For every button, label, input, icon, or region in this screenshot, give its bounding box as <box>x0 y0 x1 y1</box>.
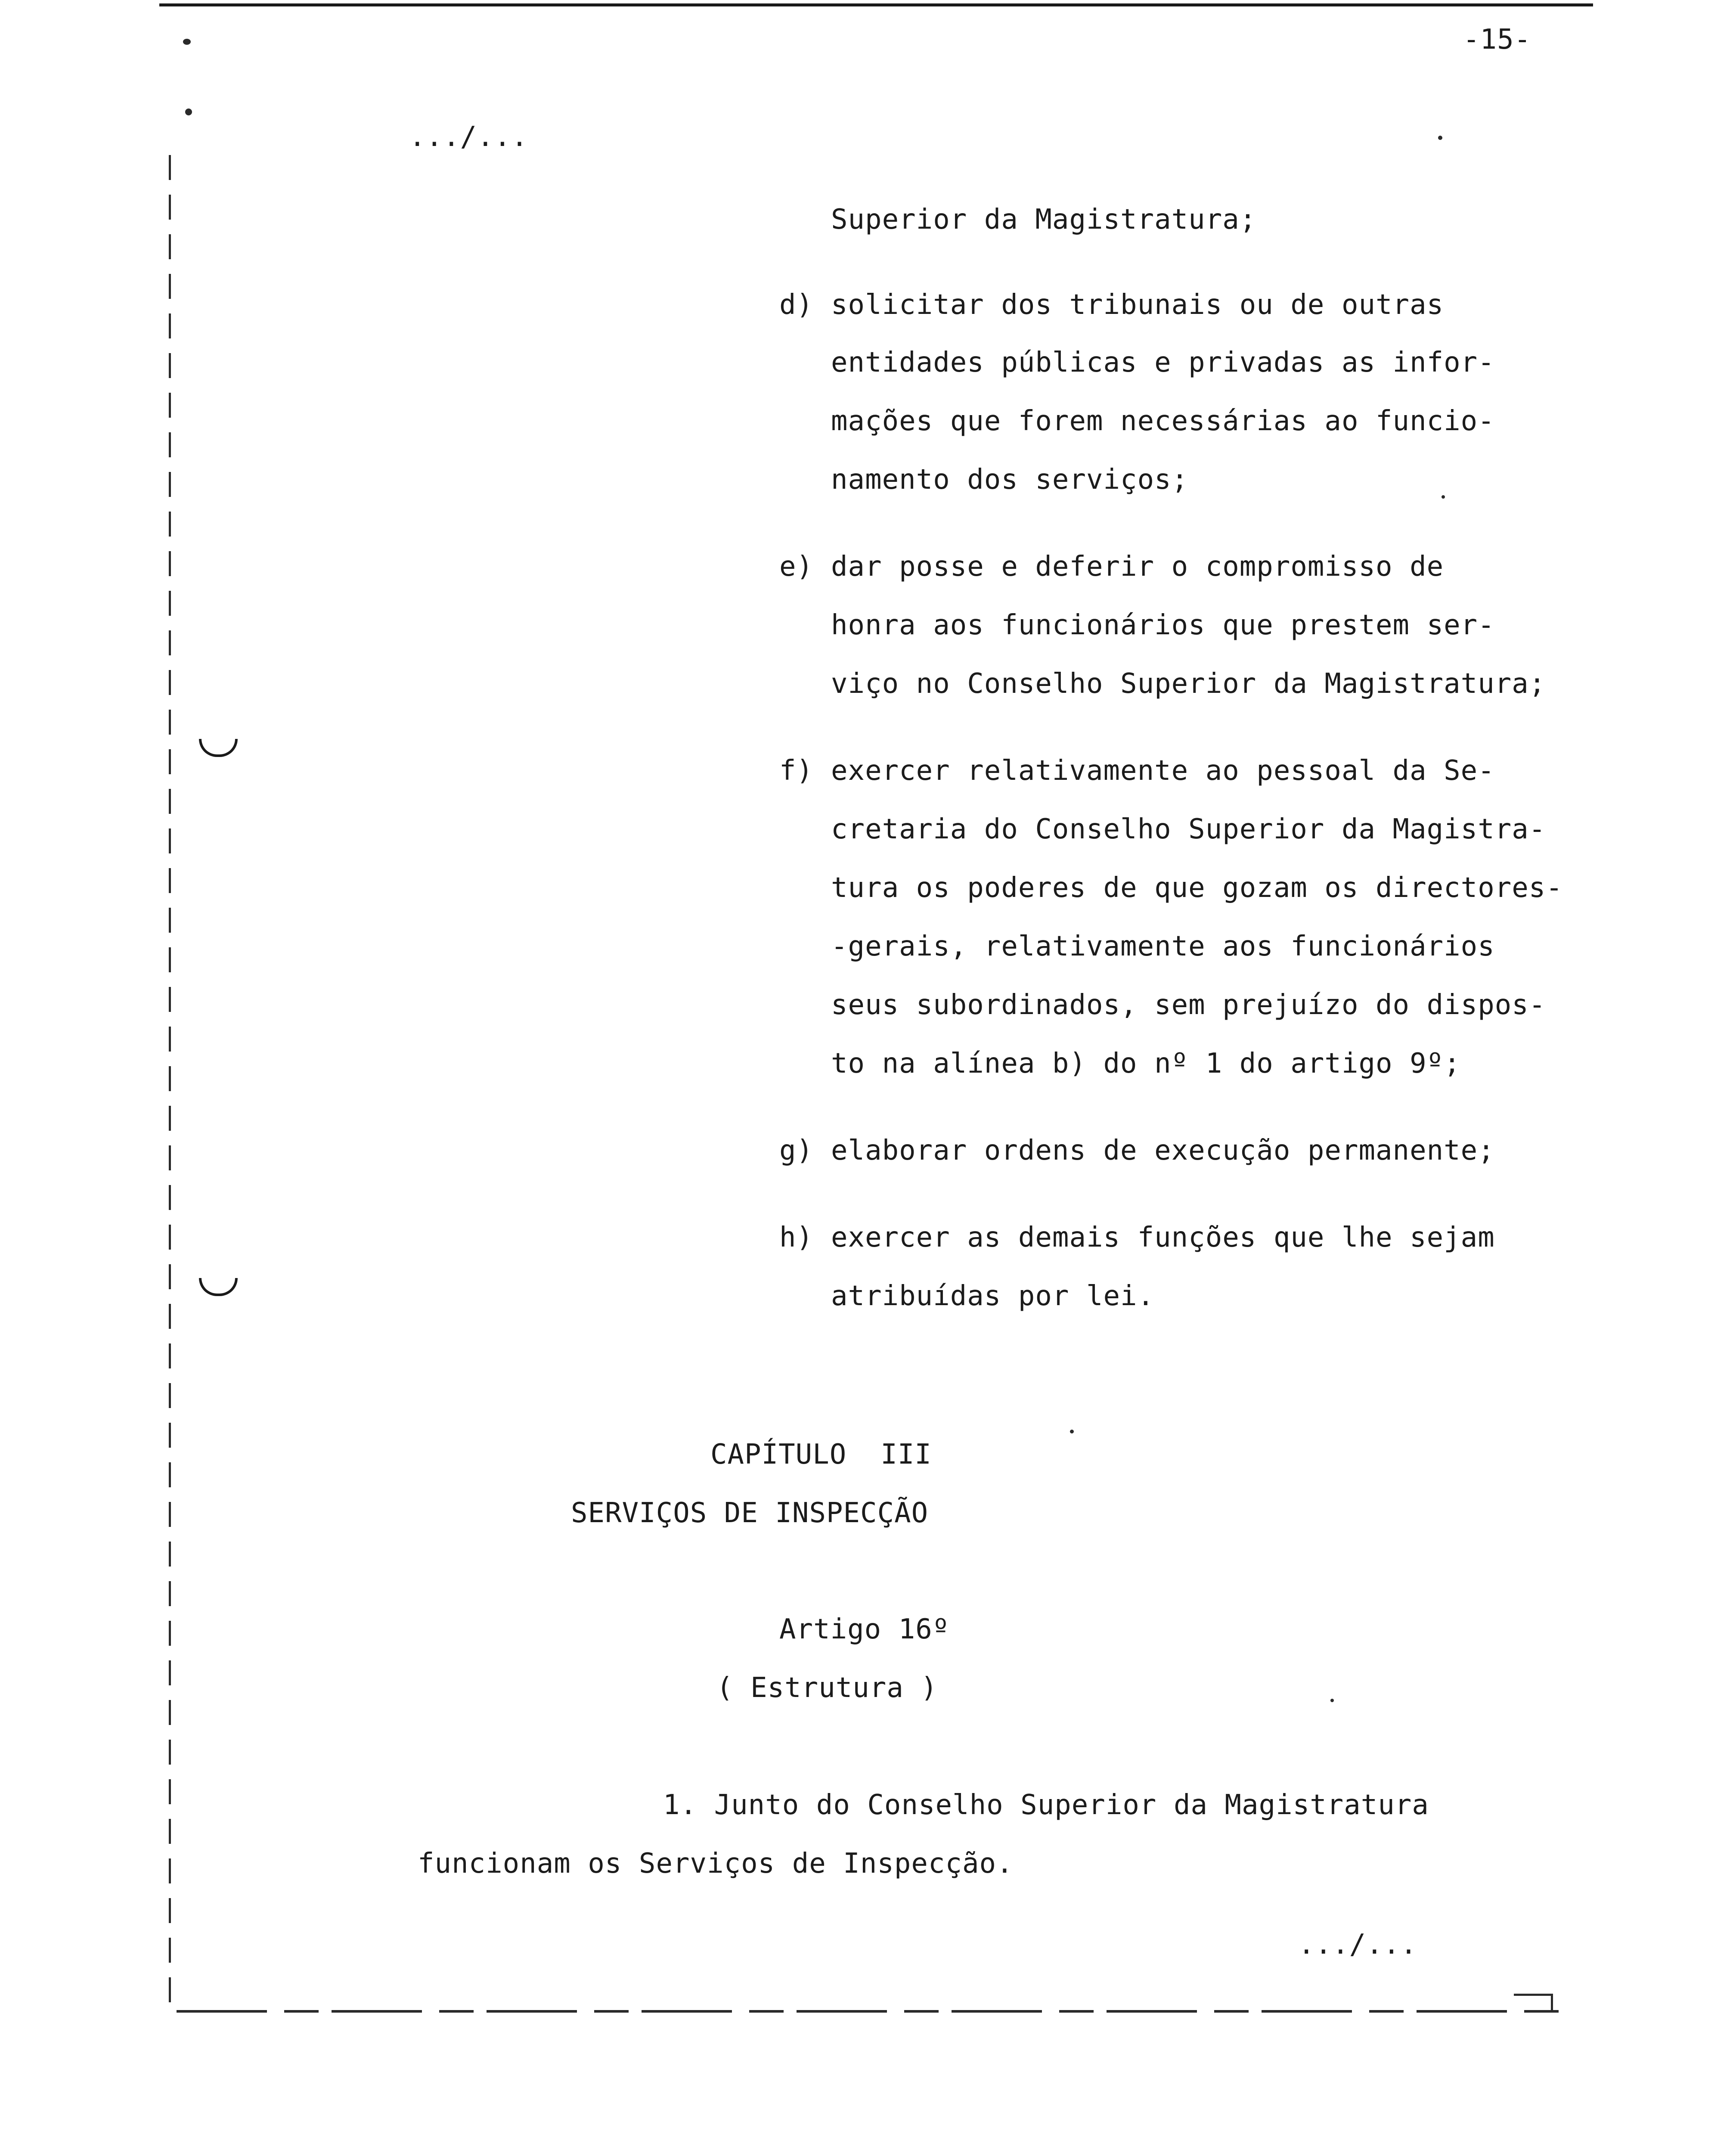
bottom-border-rule <box>177 2010 1567 2013</box>
punch-hole-mark <box>199 1278 238 1296</box>
continuation-marker-bottom: .../... <box>1298 1929 1417 1961</box>
article-title: Artigo 16º <box>779 1613 950 1645</box>
item-g-line: elaborar ordens de execução permanente; <box>831 1135 1495 1166</box>
item-marker-e: e) <box>779 551 814 583</box>
paragraph-1-line-1: 1. Junto do Conselho Superior da Magistratura <box>663 1789 1429 1821</box>
item-marker-f: f) <box>779 755 814 787</box>
item-e-line: dar posse e deferir o compromisso de <box>831 551 1444 583</box>
paragraph-1-line-2: funcionam os Serviços de Inspecção. <box>418 1848 1014 1880</box>
item-f-line: seus subordinados, sem prejuízo do dispos- <box>831 989 1546 1021</box>
ink-mark <box>183 39 191 45</box>
item-e-line: honra aos funcionários que prestem ser- <box>831 609 1495 641</box>
chapter-title: CAPÍTULO III <box>710 1439 932 1470</box>
corner-mark <box>1514 1994 1553 2012</box>
item-f-line: tura os poderes de que gozam os directores- <box>831 872 1563 904</box>
item-d-line: entidades públicas e privadas as infor- <box>831 347 1495 378</box>
item-e-line: viço no Conselho Superior da Magistratura; <box>831 668 1546 700</box>
left-margin-rule <box>169 155 171 2007</box>
ink-mark <box>185 109 192 115</box>
item-f-line: to na alínea b) do nº 1 do artigo 9º; <box>831 1048 1461 1080</box>
item-h-line: exercer as demais funções que lhe sejam <box>831 1222 1495 1253</box>
article-heading: ( Estrutura ) <box>716 1672 938 1704</box>
item-marker-h: h) <box>779 1222 814 1253</box>
item-h-line: atribuídas por lei. <box>831 1280 1155 1312</box>
ink-speck <box>1438 136 1442 140</box>
continuation-marker-top: .../... <box>409 121 528 153</box>
ink-speck <box>1442 495 1445 499</box>
item-f-line: exercer relativamente ao pessoal da Se- <box>831 755 1495 787</box>
item-d-line: namento dos serviços; <box>831 464 1189 496</box>
item-d-line: mações que forem necessárias ao funcio- <box>831 405 1495 437</box>
top-border-rule <box>159 3 1593 6</box>
item-f-line: -gerais, relativamente aos funcionários <box>831 931 1495 962</box>
chapter-subtitle: SERVIÇOS DE INSPECÇÃO <box>571 1497 929 1529</box>
item-d-line: solicitar dos tribunais ou de outras <box>831 289 1444 321</box>
item-continuation-line: Superior da Magistratura; <box>831 204 1257 236</box>
item-marker-d: d) <box>779 289 814 321</box>
punch-hole-mark <box>199 739 238 757</box>
page-number: -15- <box>1463 24 1531 56</box>
ink-speck <box>1070 1430 1074 1433</box>
item-marker-g: g) <box>779 1135 814 1166</box>
ink-speck <box>1330 1699 1334 1702</box>
item-f-line: cretaria do Conselho Superior da Magistra- <box>831 813 1546 845</box>
